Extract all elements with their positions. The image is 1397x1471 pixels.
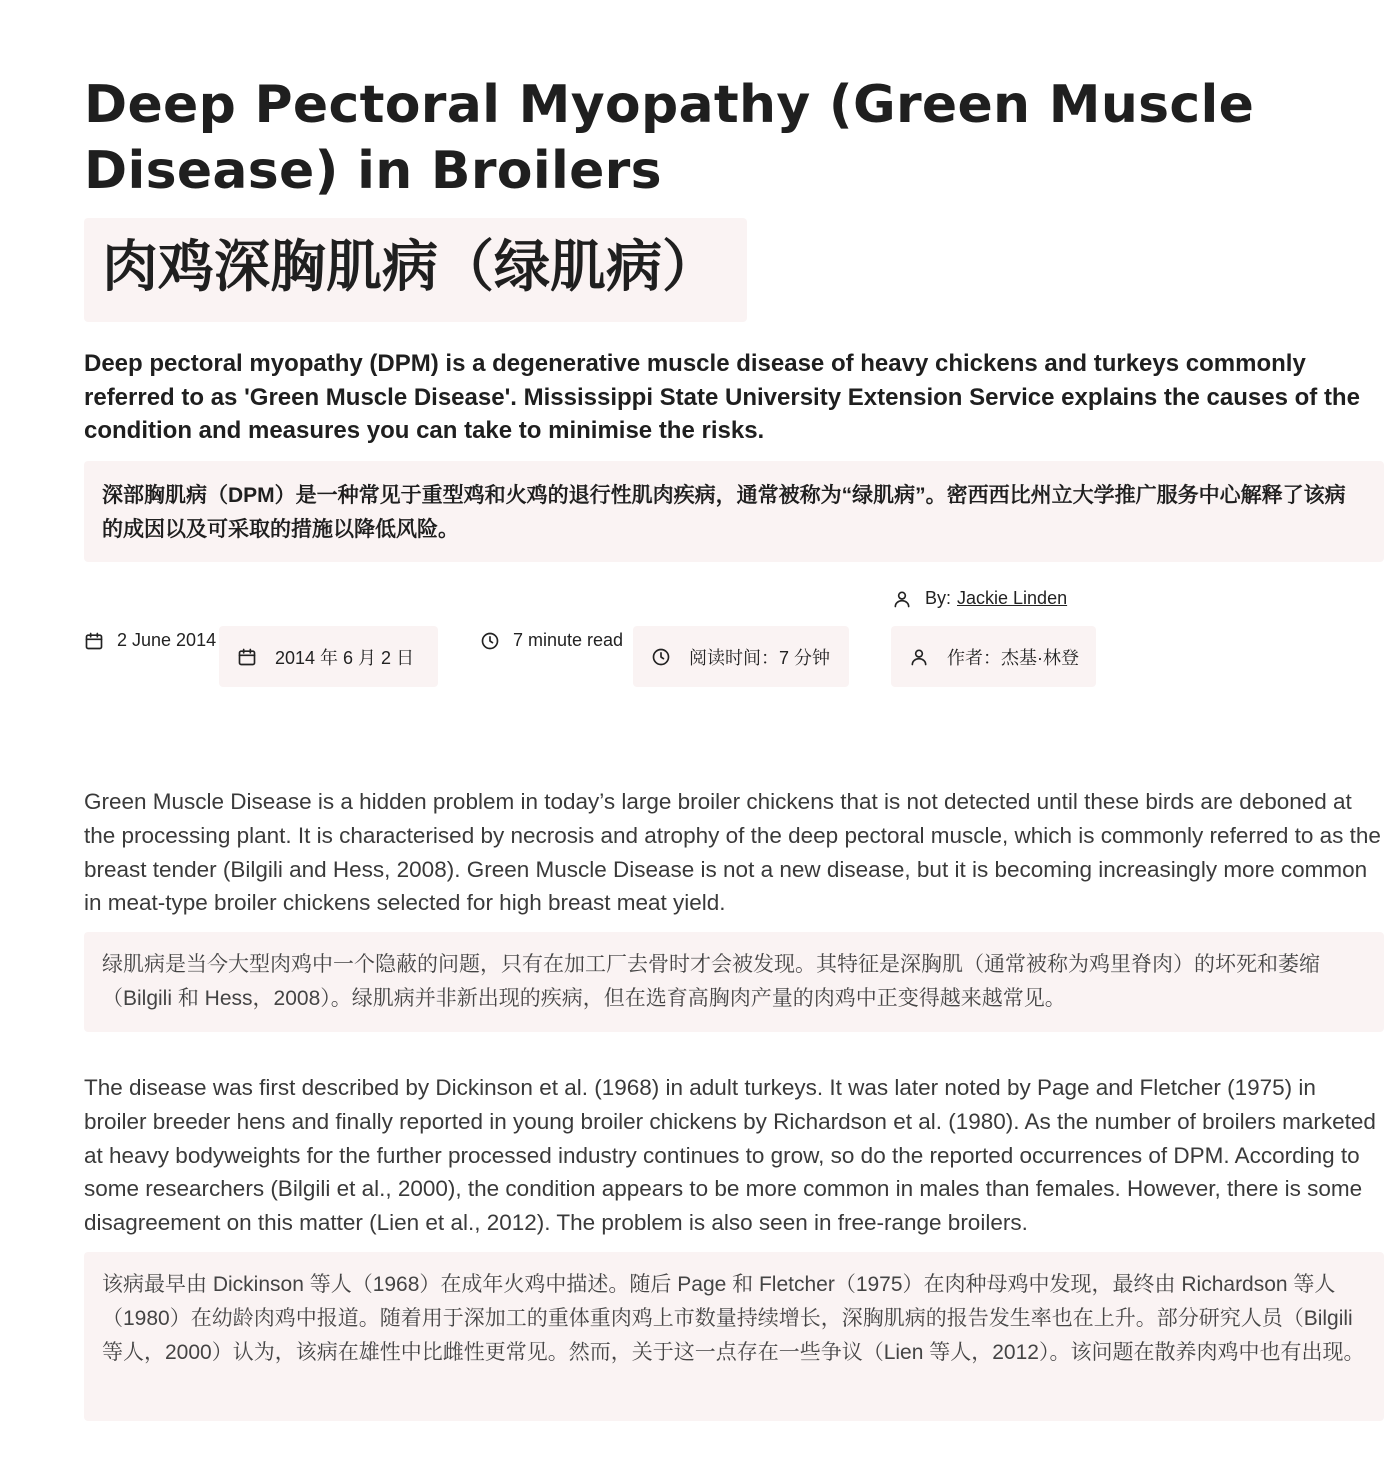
author-translation-text: 作者：杰基·林登 [947,647,1079,668]
clock-icon [651,647,671,667]
read-time-text: 7 minute read [513,630,624,650]
body-paragraph-1: Green Muscle Disease is a hidden problem in today’s large broiler chickens that is not detected until these birds are deboned at the processing plant. It is characterised by necrosis and atrophy of the deep pectoral muscle, which is commonly referred to as the breast tender (Bilgili and Hess, 2008). Green Muscle Disease is not a new disease, but it is becoming increasingly more common in meat-type broiler chickens selected for high breast meat yield. [84,789,1381,916]
article-lede-translation: 深部胸肌病（DPM）是一种常见于重型鸡和火鸡的退行性肌肉疾病，通常被称为“绿肌病”。密西西比州立大学推广服务中心解释了该病的成因以及可采取的措施以降低风险。 [84,461,1384,562]
body-paragraph-2-translation: 该病最早由 Dickinson 等人（1968）在成年火鸡中描述。随后 Page 和 Fletcher（1975）在肉种母鸡中发现，最终由 Richardson 等人（1980）在幼龄肉鸡中报道。随着用于深加工的重体重肉鸡上市数量持续增长，深胸肌病的报告发生率也在上升。部分研究人员（Bilgili 等人，2000）认为，该病在雄性中比雌性更常见。然而，关于这一点存在一些争议（Lien 等人，2012）。该问题在散养肉鸡中也有出现。 [84,1252,1384,1421]
calendar-icon [84,631,104,651]
read-time [480,630,623,651]
author-link[interactable]: Jackie Linden [957,588,1068,608]
body-paragraph-1-translation: 绿肌病是当今大型肉鸡中一个隐蔽的问题，只有在加工厂去骨时才会被发现。其特征是深胸肌（通常被称为鸡里脊肉）的坏死和萎缩（Bilgili 和 Hess，2008）。绿肌病并非新出现的疾病，但在选育高胸肉产量的肉鸡中正变得越来越常见。 [84,932,1384,1032]
calendar-icon [237,647,257,667]
article-title-translation: 肉鸡深胸肌病（绿肌病） [84,218,747,322]
publish-date-text: 2 June 2014 [117,630,217,650]
author-translation [891,626,1096,687]
publish-date-translation-text: 2014 年 6 月 2 日 [275,647,415,668]
body-paragraph-2: The disease was first described by Dickinson et al. (1968) in adult turkeys. It was later noted by Page and Fletcher (1975) in broiler breeder hens and finally reported in young broiler chickens by Richardson et al. (1980). As the number of broilers marketed at heavy bodyweights for the further processed industry continues to grow, so do the reported occurrences of DPM. According to some researchers (Bilgili et al., 2000), the condition appears to be more common in males than females. However, there is some disagreement on this matter (Lien et al., 2012). The problem is also seen in free-range broilers. [84,1075,1376,1236]
read-time-translation [633,626,849,687]
author-by-label: By: [925,588,952,608]
author-byline [892,588,1067,609]
clock-icon [480,631,500,651]
user-icon [892,589,912,609]
read-time-translation-text: 阅读时间：7 分钟 [689,647,831,668]
publish-date-translation [219,626,438,687]
user-icon [909,647,929,667]
article-title: Deep Pectoral Myopathy (Green Muscle Disease) in Broilers [84,75,1255,201]
publish-date [84,630,216,651]
article-lede: Deep pectoral myopathy (DPM) is a degenerative muscle disease of heavy chickens and turkeys commonly referred to as 'Green Muscle Disease'. Mississippi State University Extension Service explains the causes of the condition and measures you can take to minimise the risks. [84,350,1360,444]
